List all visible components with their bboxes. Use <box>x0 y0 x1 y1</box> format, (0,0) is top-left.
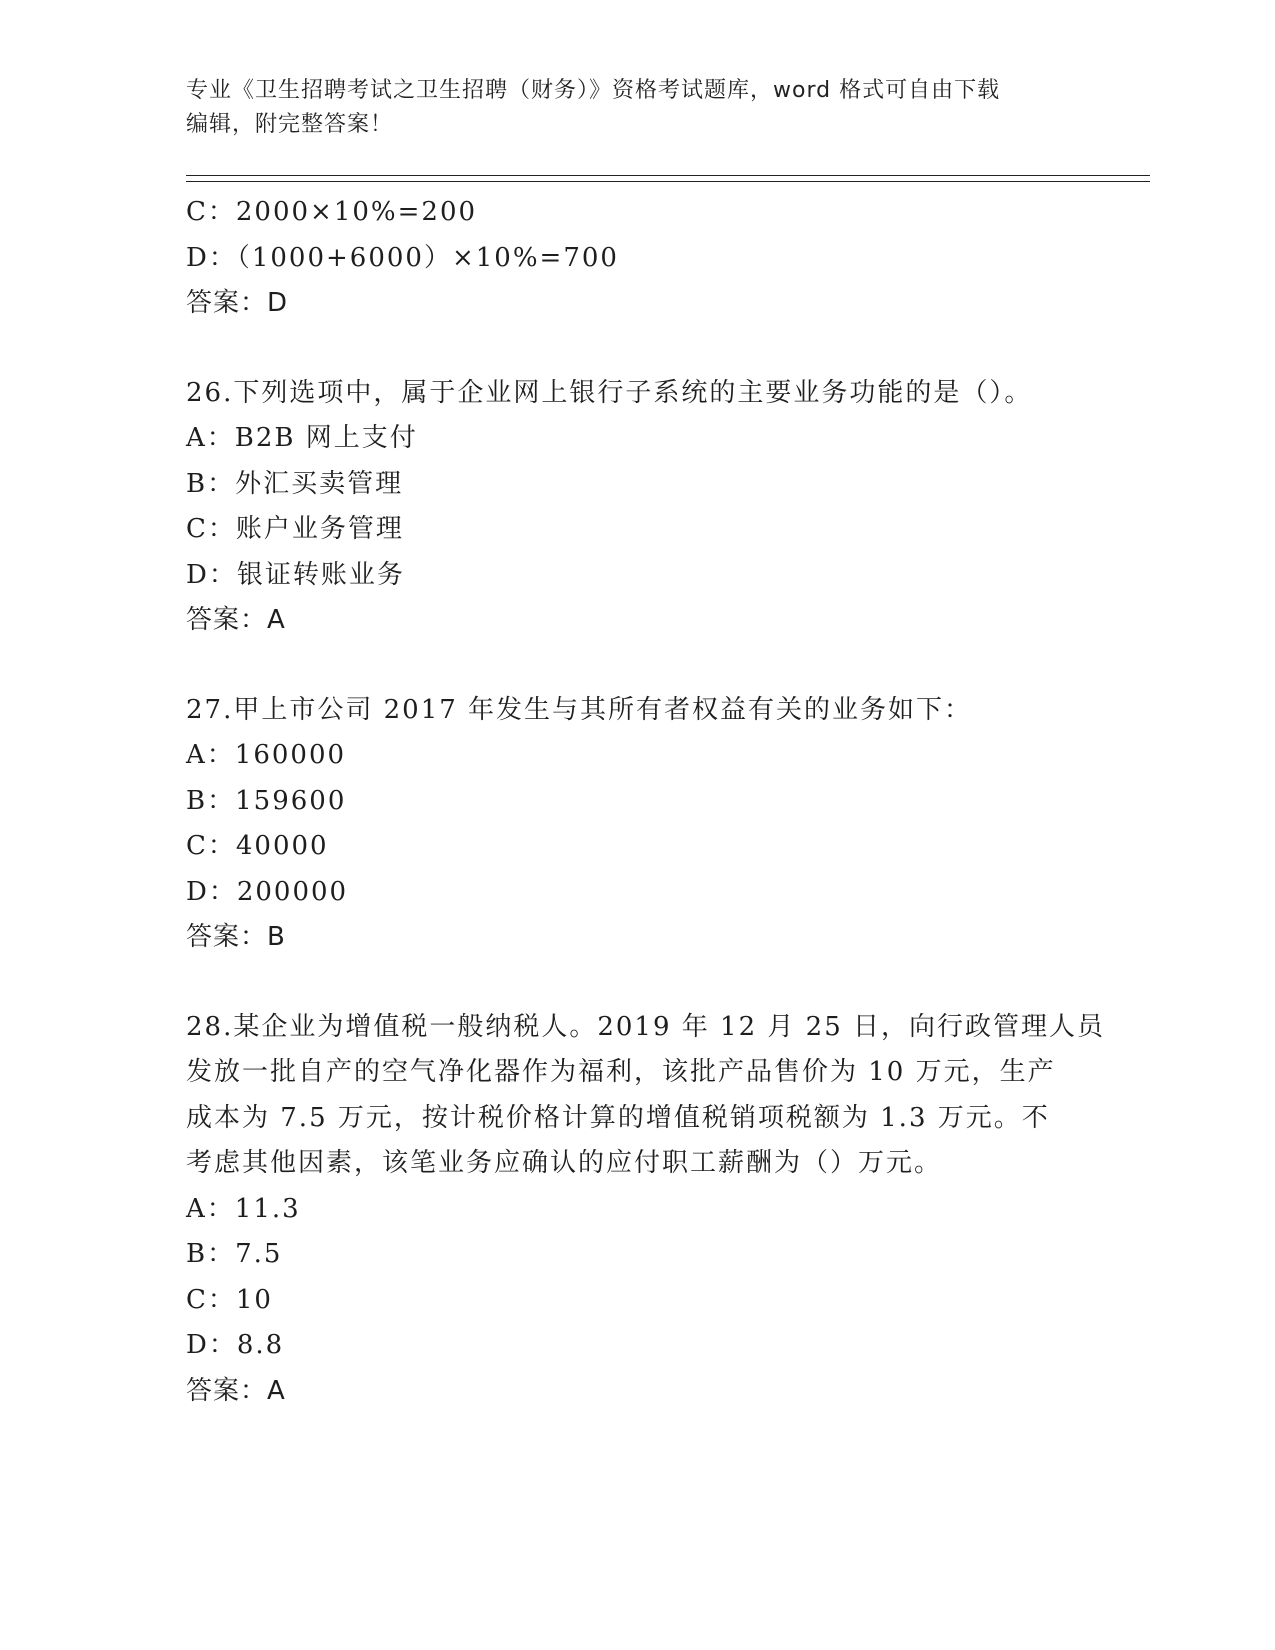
option-d: D：银证转账业务 <box>186 559 405 590</box>
spacer <box>186 644 1086 688</box>
option-c: C：40000 <box>186 831 329 861</box>
option-d: D：8.8 <box>186 1330 285 1360</box>
option-d: D：（1000+6000）×10%=700 <box>186 242 619 273</box>
header-divider-bottom <box>186 181 1150 182</box>
question-26-block <box>186 371 1086 644</box>
question-content <box>186 190 1106 1414</box>
question-28-block <box>186 1005 1106 1415</box>
spacer <box>186 961 1086 1005</box>
option-b: B：7.5 <box>186 1239 283 1269</box>
option-a: A：B2B 网上支付 <box>186 423 418 453</box>
header-line-2: 编辑，附完整答案！ <box>186 112 394 137</box>
page-header <box>186 74 1066 142</box>
question-stem-line-3: 成本为 7.5 万元，按计税价格计算的增值税销项税额为 1.3 万元。不 <box>186 1102 1050 1133</box>
question-stem-line-2: 发放一批自产的空气净化器作为福利，该批产品售价为 10 万元，生产 <box>186 1057 1056 1087</box>
answer-label: 答案：A <box>186 1375 286 1406</box>
question-25-block <box>186 190 1086 327</box>
option-c: C：10 <box>186 1284 273 1315</box>
question-stem-line-4: 考虑其他因素，该笔业务应确认的应付职工薪酬为（）万元。 <box>186 1148 943 1178</box>
answer-label: 答案：A <box>186 605 286 635</box>
question-stem <box>186 1005 1106 1187</box>
spacer <box>186 327 1086 371</box>
option-b: B：159600 <box>186 785 347 816</box>
answer-label: 答案：D <box>186 288 289 318</box>
question-stem: 26.下列选项中，属于企业网上银行子系统的主要业务功能的是（）。 <box>186 377 1033 408</box>
question-27-block <box>186 688 1086 961</box>
option-d: D：200000 <box>186 876 349 907</box>
option-c: C：2000×10%=200 <box>186 197 478 227</box>
question-stem: 27.甲上市公司 2017 年发生与其所有者权益有关的业务如下： <box>186 694 973 725</box>
header-divider-top <box>186 175 1150 176</box>
header-line-1: 专业《卫生招聘考试之卫生招聘（财务）》资格考试题库，word 格式可自由下载 <box>186 78 1001 103</box>
option-a: A：11.3 <box>186 1193 301 1224</box>
question-stem-line-1: 28.某企业为增值税一般纳税人。2019 年 12 月 25 日，向行政管理人员 <box>186 1011 1106 1042</box>
option-a: A：160000 <box>186 740 347 770</box>
option-b: B：外汇买卖管理 <box>186 468 404 499</box>
answer-label: 答案：B <box>186 922 286 952</box>
option-c: C：账户业务管理 <box>186 514 404 544</box>
